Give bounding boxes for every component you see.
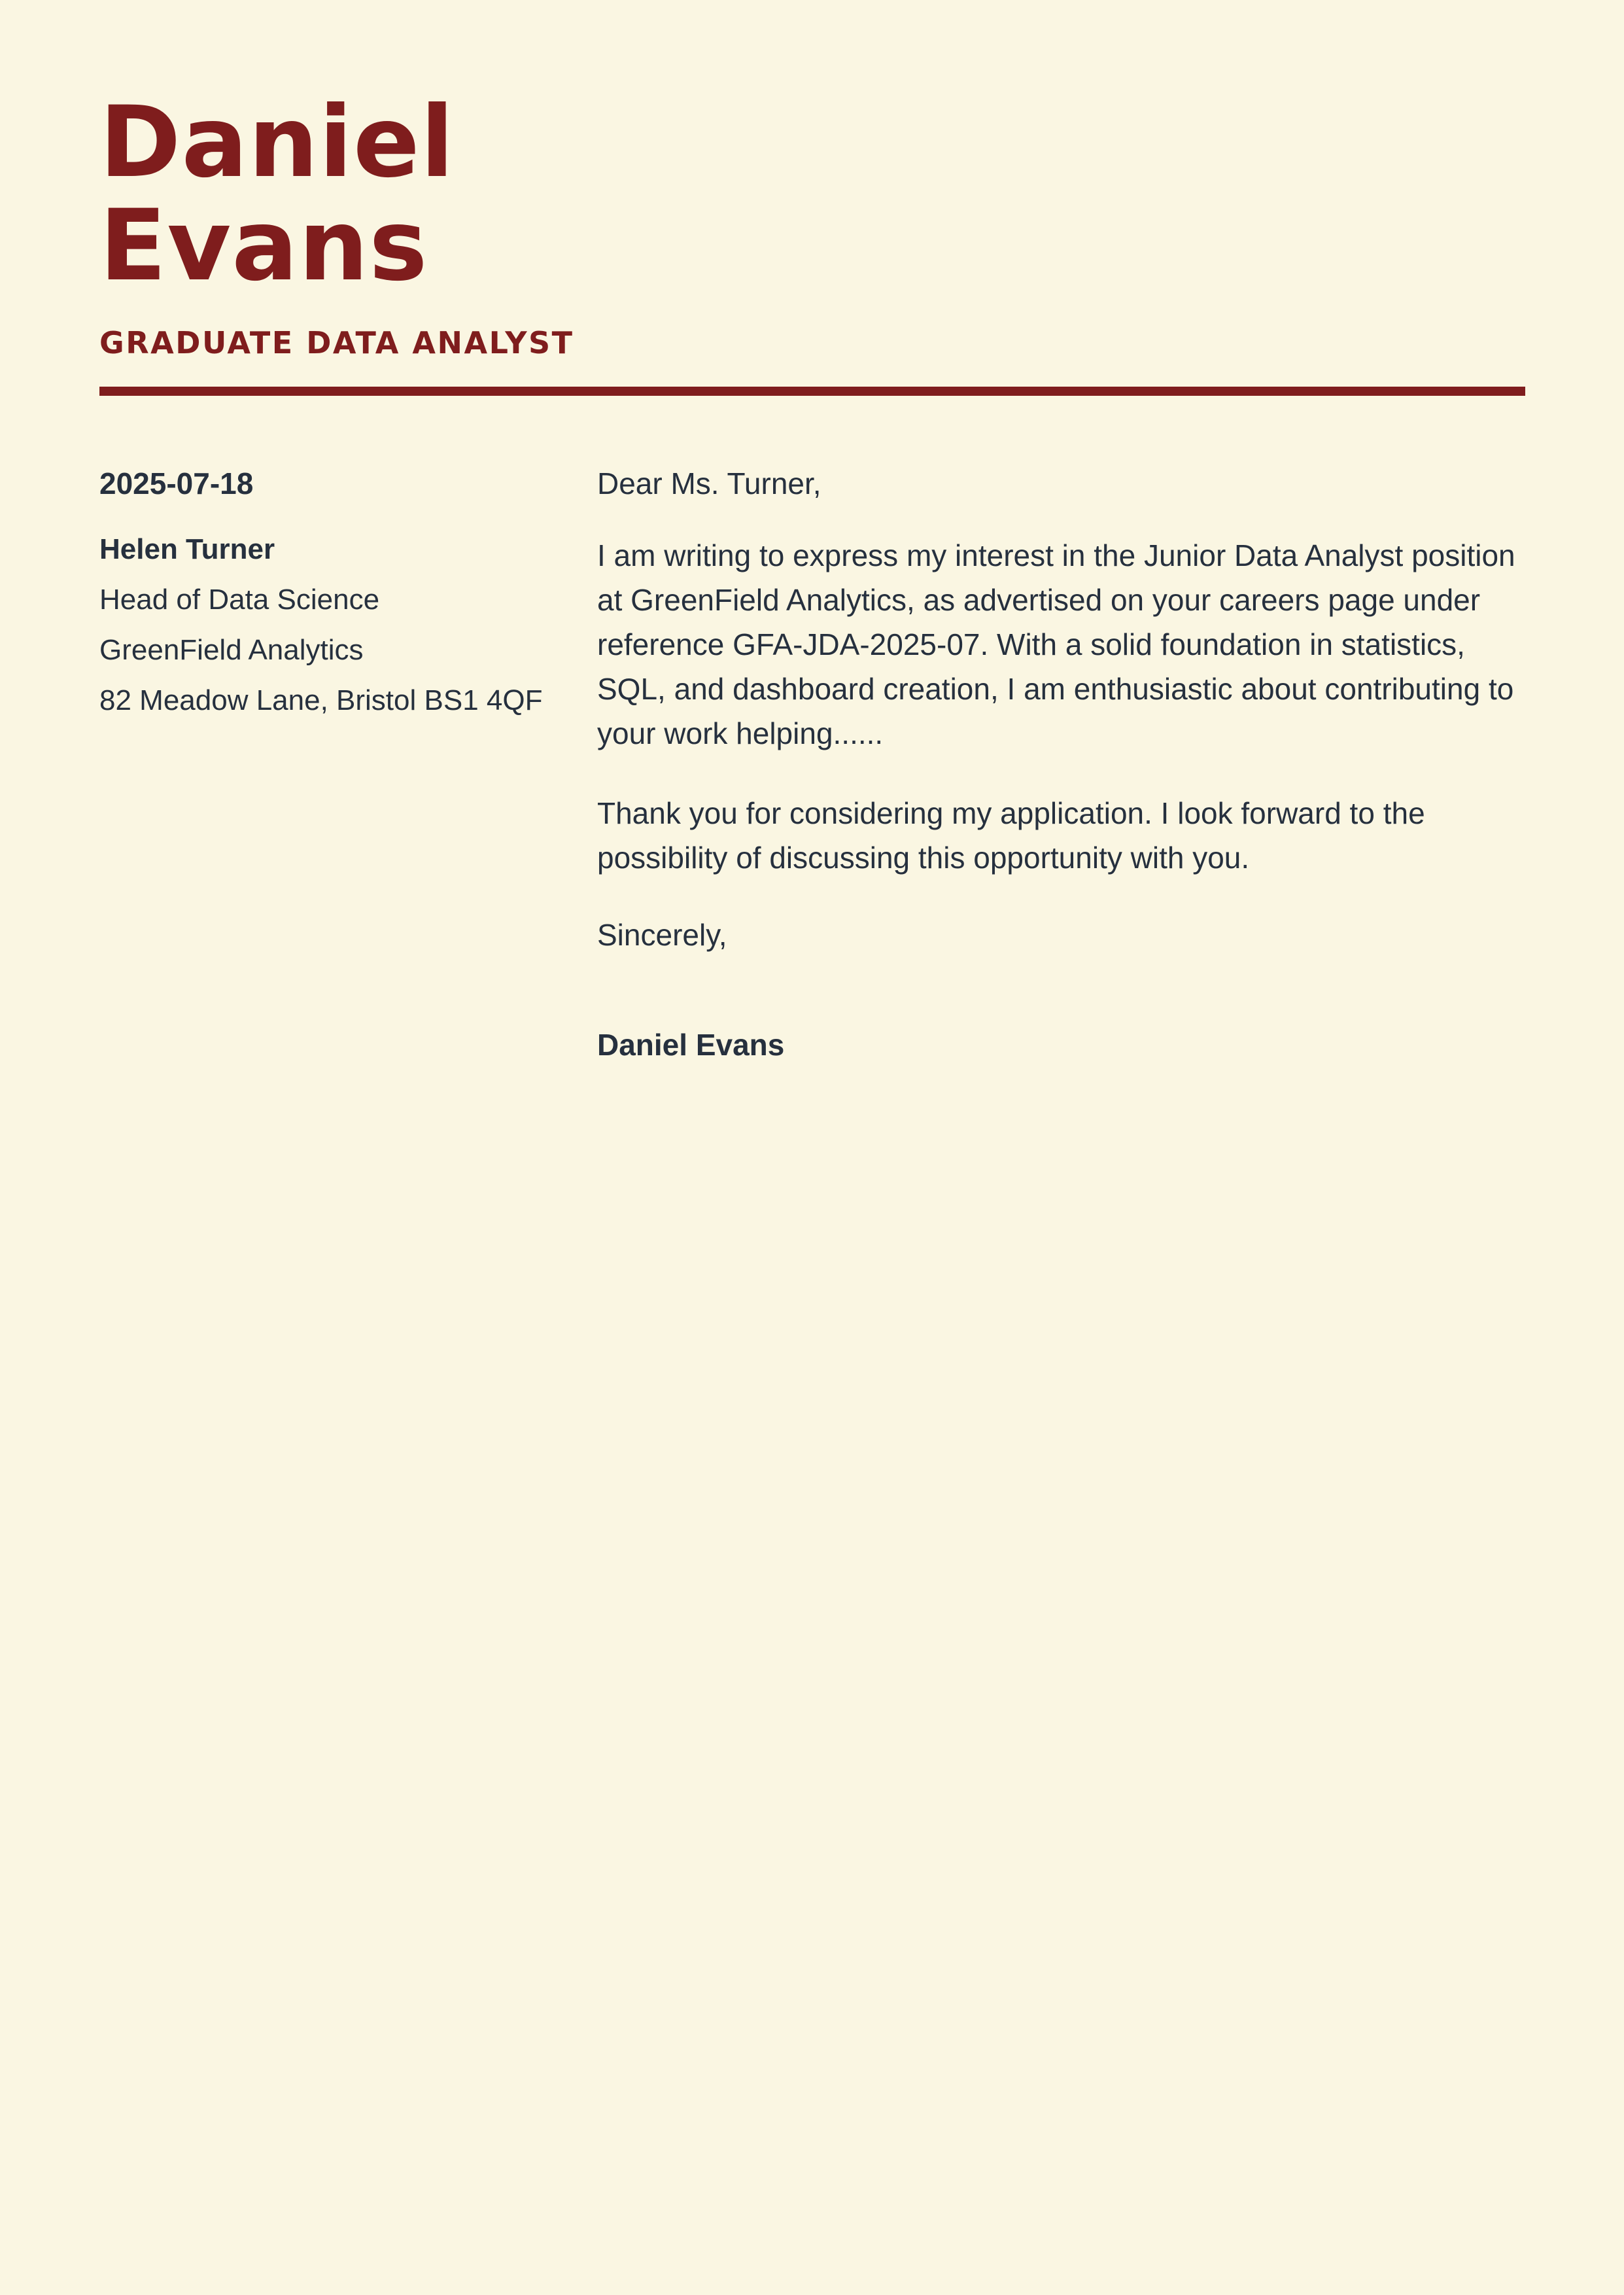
recipient-company: GreenField Analytics (99, 634, 364, 666)
applicant-name-heading: Daniel Evans (99, 86, 455, 303)
salutation: Dear Ms. Turner, (597, 466, 821, 500)
recipient-address: 82 Meadow Lane, Bristol BS1 4QF (99, 684, 543, 716)
letter-body-column (597, 461, 1525, 1067)
body-paragraph-1: I am writing to express my interest in the Junior Data Analyst position at GreenField Analytics, as advertised on your careers page under reference GFA-JDA-2025-07. With a solid foundation in statistics, SQL, and dashboard creation, I am enthusiastic about contributing to your work helping...... (597, 538, 1515, 750)
meta-column (99, 461, 557, 726)
recipient-role: Head of Data Science (99, 584, 380, 616)
letter-content (99, 461, 1525, 1067)
header-divider-rule (99, 387, 1525, 396)
applicant-job-title: GRADUATE DATA ANALYST (99, 325, 574, 360)
body-paragraph-2: Thank you for considering my application. I look forward to the possibility of discussing this opportunity with you. (597, 796, 1425, 875)
recipient-name: Helen Turner (99, 533, 275, 565)
signature-name: Daniel Evans (597, 1028, 785, 1062)
letter-date: 2025-07-18 (99, 466, 254, 500)
closing-line: Sincerely, (597, 918, 727, 952)
recipient-block (99, 524, 557, 726)
